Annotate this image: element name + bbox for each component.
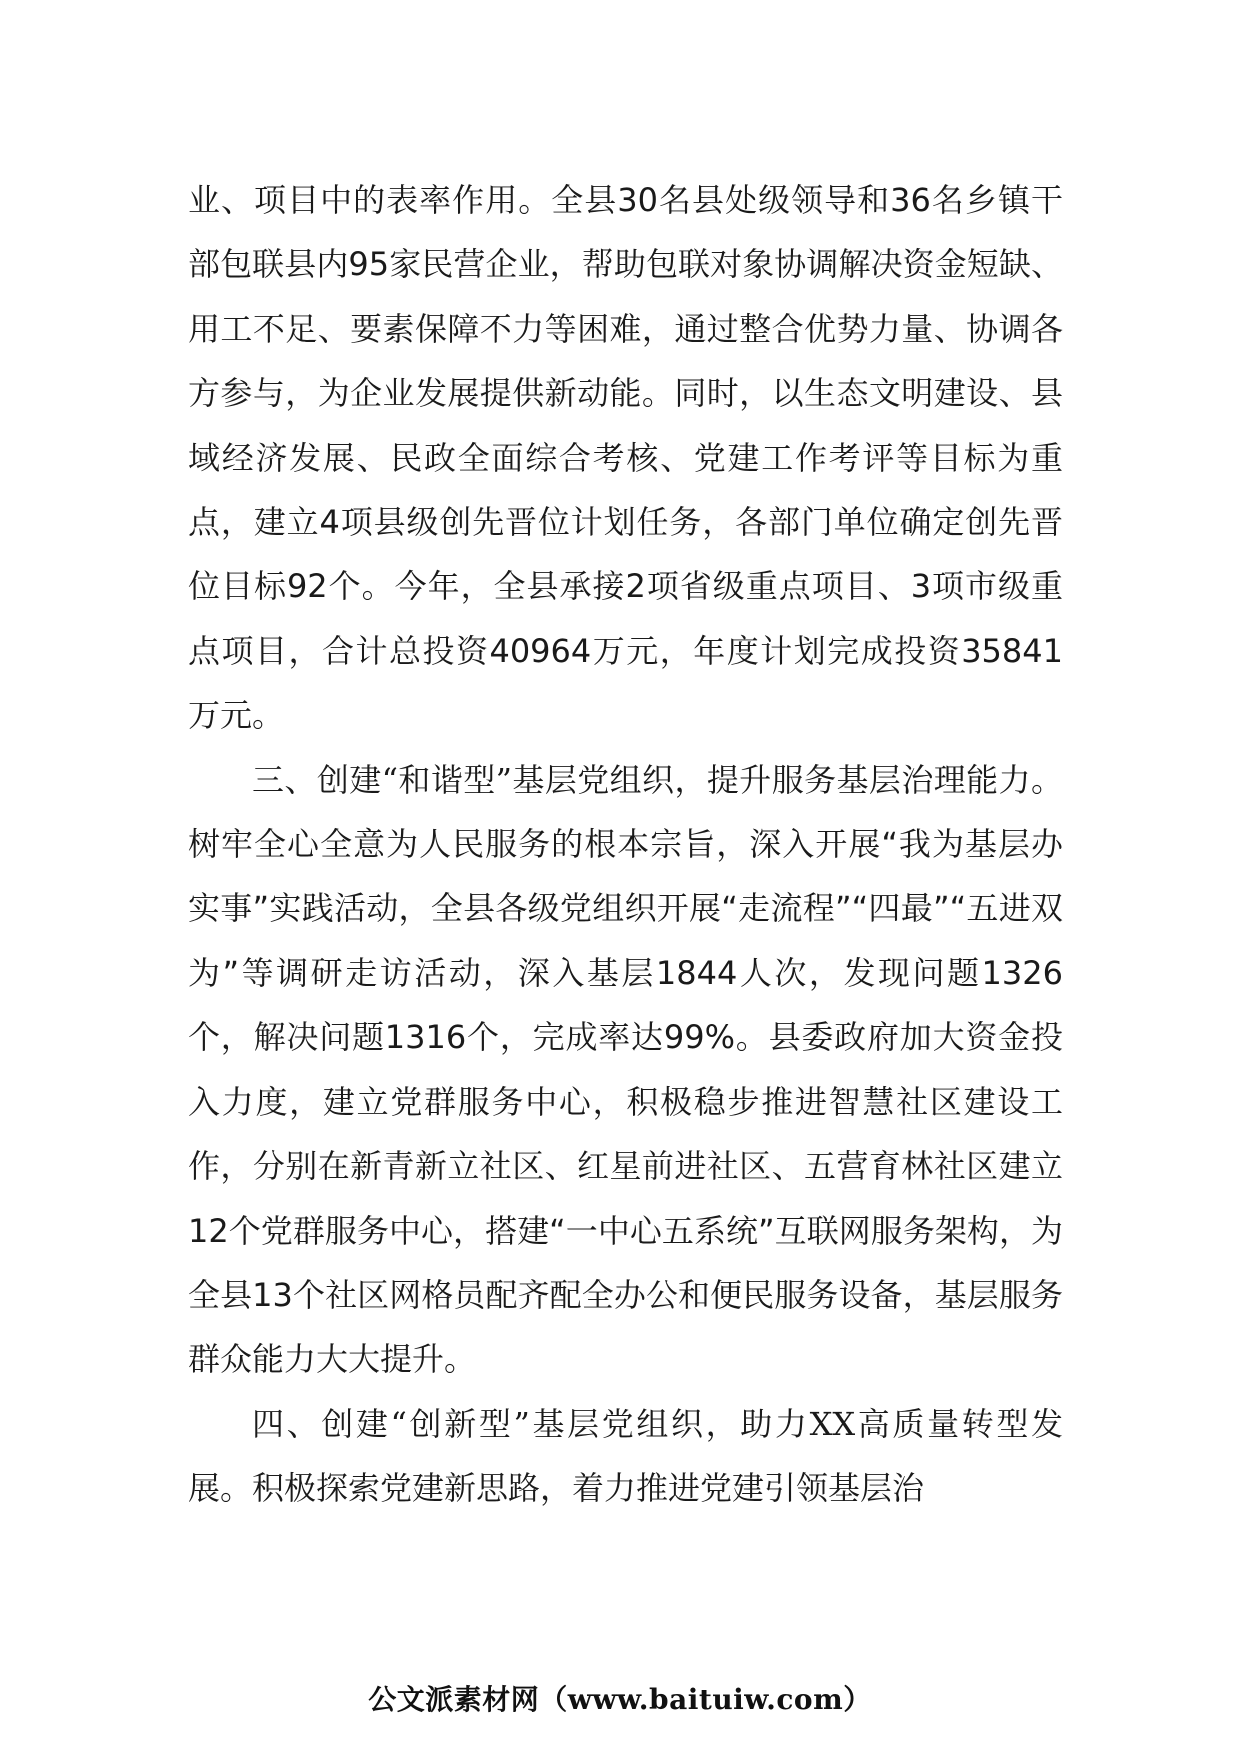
paragraph-3 [188,1392,1063,1521]
section-4-heading: 四、创建“创新型”基层党组织，助力XX高质量转型发展。 [188,1404,1063,1508]
section-3-heading: 三、创建“和谐型”基层党组织，提升服务基层治理能力。 [252,760,1063,799]
page-footer-watermark: 公文派素材网（www.baituiw.com） [368,1683,872,1716]
document-body [188,168,1063,1521]
paragraph-2 [188,748,1063,1392]
paragraph-3-text: 积极探索党建新思路，着力推进党建引领基层治 [252,1469,925,1508]
paragraph-2-text: 树牢全心全意为人民服务的根本宗旨，深入开展“我为基层办实事”实践活动，全县各级党组织开展“走流程”“四最”“五进双为”等调研走访活动，深入基层1844人次，发现问题1326个，解决问题1316个，完成率达99%。县委政府加大资金投入力度，建立党群服务中心，积极稳步推进智慧社区建设工作，分别在新青新立社区、红星前进社区、五营育林社区建立12个党群服务中心，搭建“一中心五系统”互联网服务架构，为全县13个社区网格员配齐配全办公和便民服务设备，基层服务群众能力大大提升。 [188,825,1063,1379]
paragraph-1 [188,168,1063,748]
paragraph-1-text: 业、项目中的表率作用。全县30名县处级领导和36名乡镇干部包联县内95家民营企业，帮助包联对象协调解决资金短缺、用工不足、要素保障不力等困难，通过整合优势力量、协调各方参与，为企业发展提供新动能。同时，以生态文明建设、县域经济发展、民政全面综合考核、党建工作考评等目标为重点，建立4项县级创先晋位计划任务，各部门单位确定创先晋位目标92个。今年，全县承接2项省级重点项目、3项市级重点项目，合计总投资40964万元，年度计划完成投资35841万元。 [188,181,1063,735]
